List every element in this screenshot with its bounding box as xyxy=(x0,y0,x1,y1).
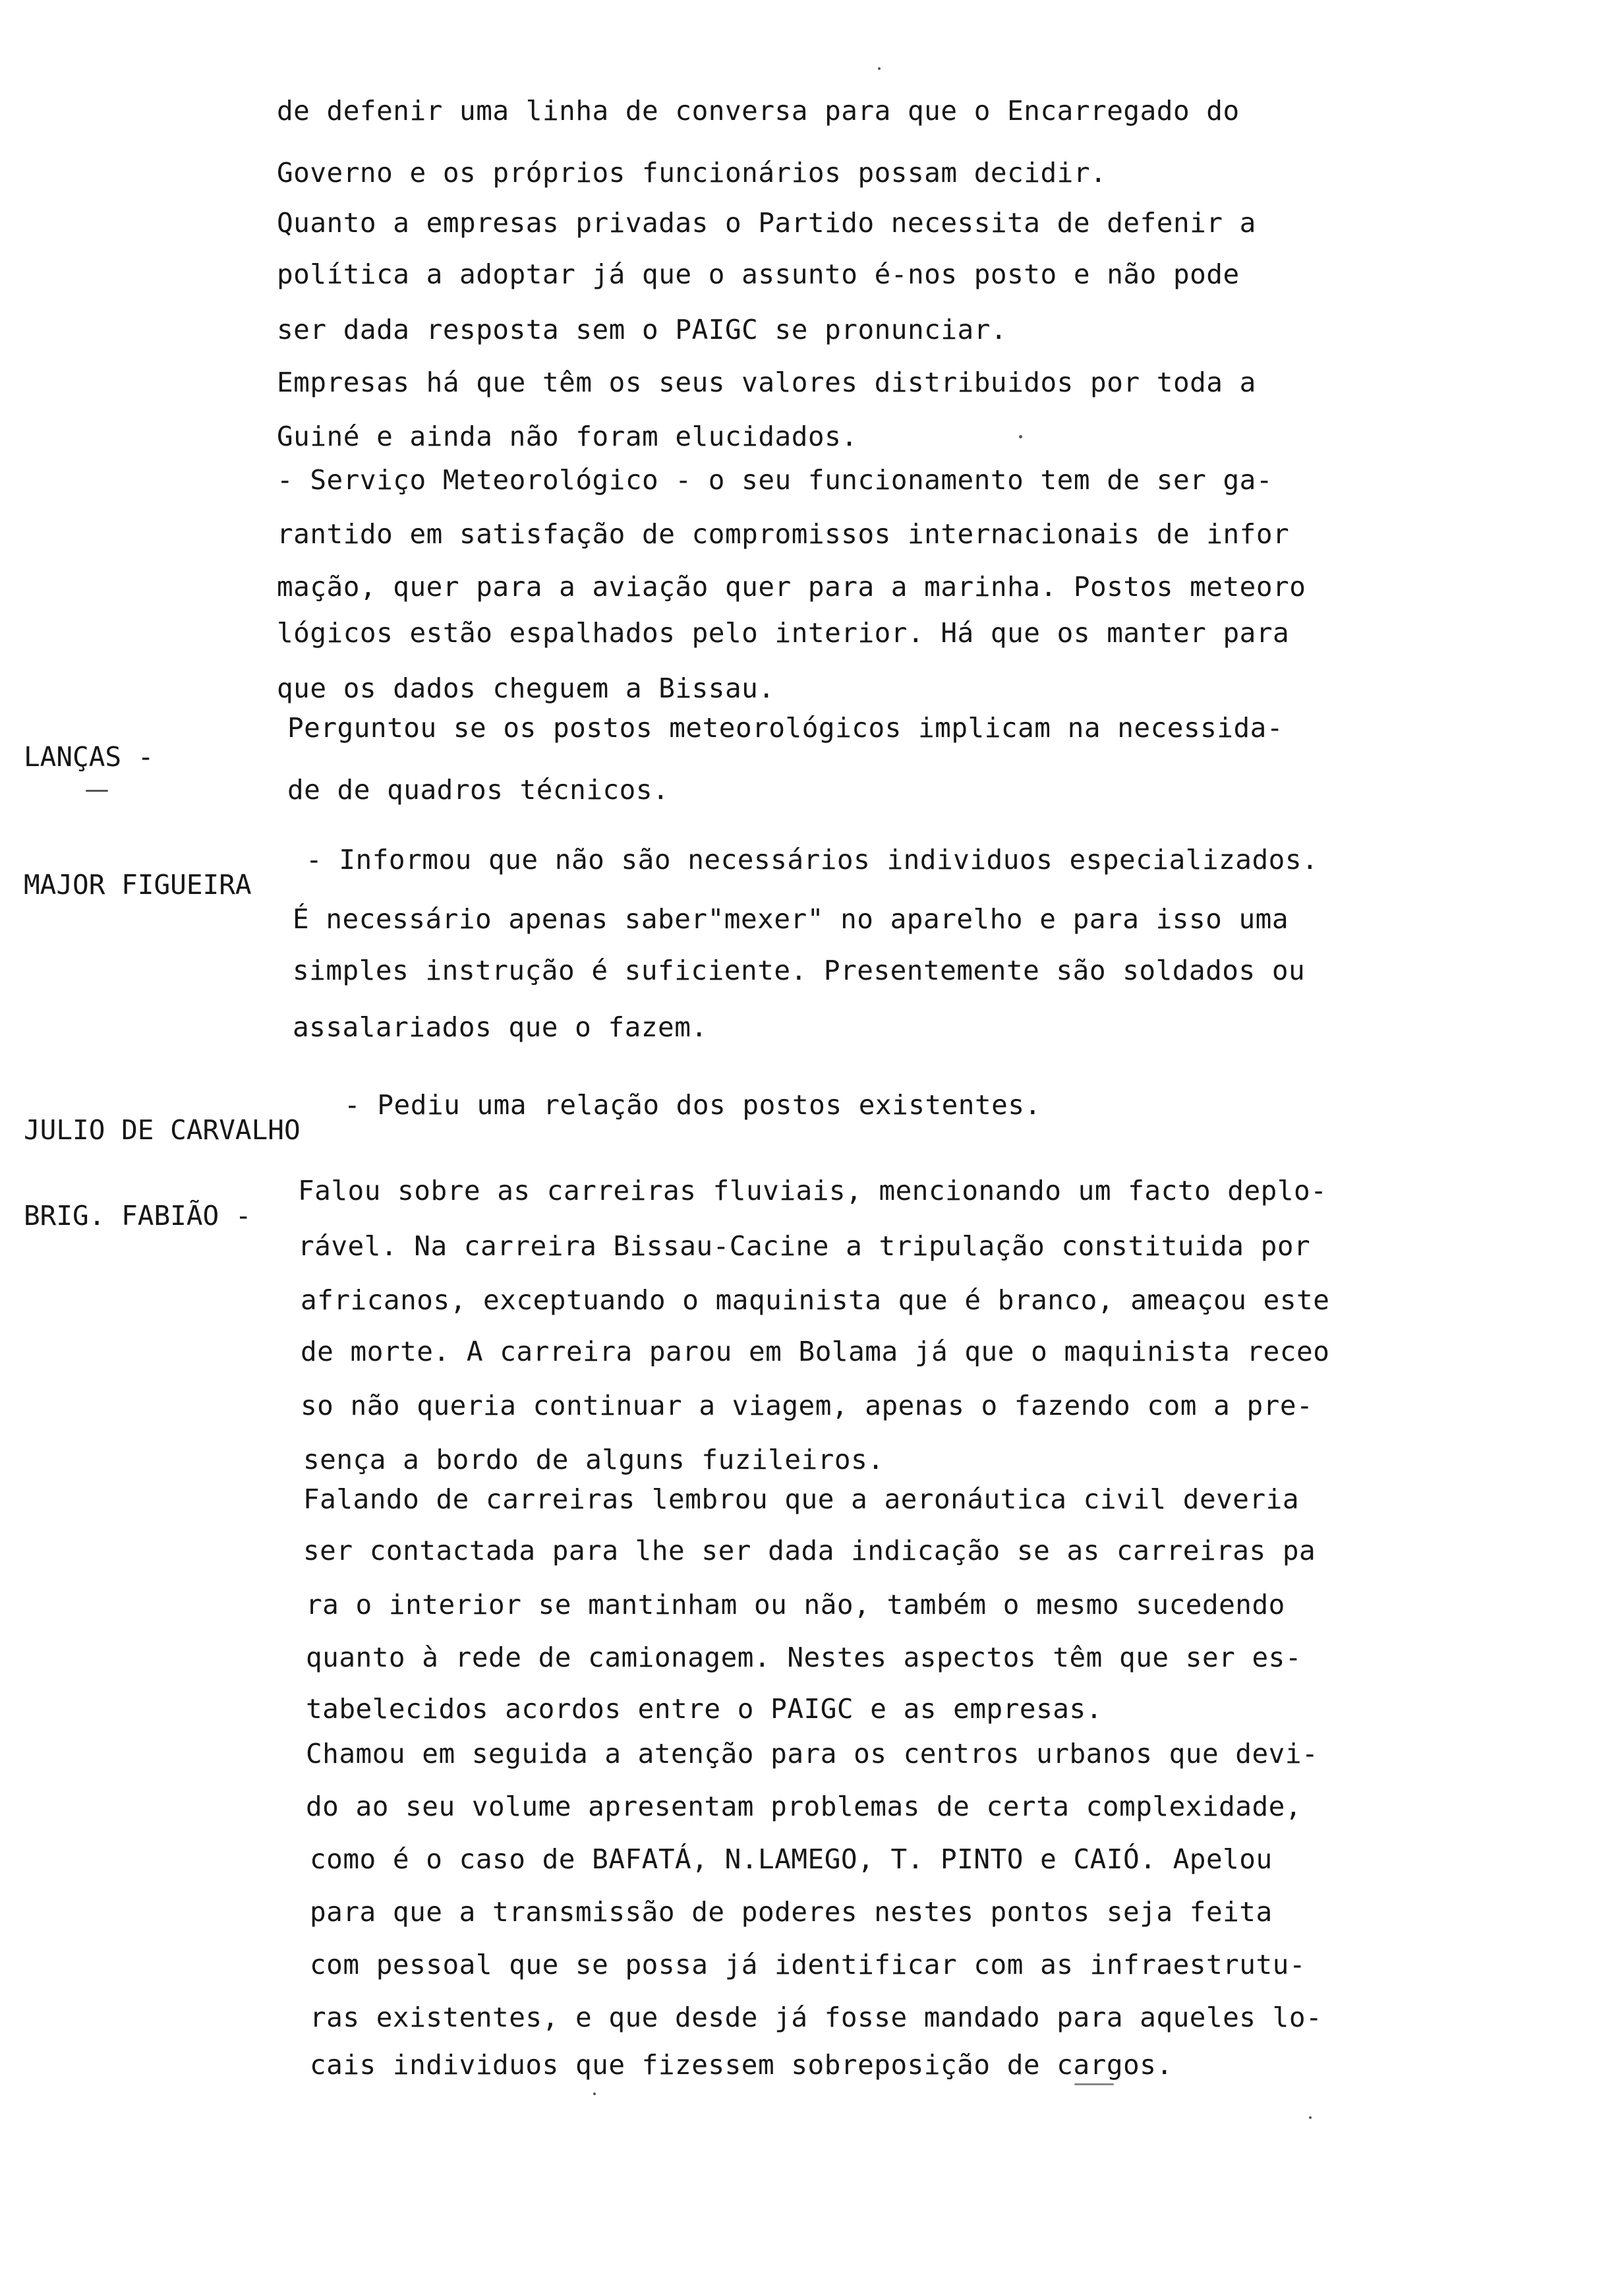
text-line: de morte. A carreira parou em Bolama já que o maquinista receo xyxy=(301,1336,1330,1367)
text-line: ra o interior se mantinham ou não, também o mesmo sucedendo xyxy=(306,1589,1285,1620)
text-line: simples instrução é suficiente. Presentemente são soldados ou xyxy=(293,955,1306,986)
text-line: mação, quer para a aviação quer para a marinha. Postos meteoro xyxy=(277,571,1306,603)
text-line: para que a transmissão de poderes nestes pontos seja feita xyxy=(310,1896,1273,1928)
text-line: ras existentes, e que desde já fosse mandado para aqueles lo- xyxy=(310,2002,1323,2033)
scan-speck xyxy=(1074,2083,1114,2085)
text-line: so não queria continuar a viagem, apenas o fazendo com a pre- xyxy=(301,1390,1314,1421)
text-line: quanto à rede de camionagem. Nestes aspectos têm que ser es- xyxy=(306,1642,1302,1673)
text-line: rantido em satisfação de compromissos internacionais de infor xyxy=(277,518,1290,550)
text-line: de de quadros técnicos. xyxy=(287,774,670,806)
scan-speck xyxy=(878,67,881,70)
text-line: Chamou em seguida a atenção para os centros urbanos que devi- xyxy=(306,1738,1319,1769)
text-line: que os dados cheguem a Bissau. xyxy=(277,672,775,704)
text-line: com pessoal que se possa já identificar com as infraestrutu- xyxy=(310,1949,1306,1980)
entry-first-line: - Informou que não são necessários individuos especializados. xyxy=(306,844,1319,876)
text-line: assalariados que o fazem. xyxy=(293,1011,708,1043)
entry-first-line: Perguntou se os postos meteorológicos implicam na necessida- xyxy=(287,712,1284,744)
text-line: Empresas há que têm os seus valores distribuidos por toda a xyxy=(277,367,1256,398)
text-line: tabelecidos acordos entre o PAIGC e as empresas. xyxy=(306,1693,1103,1725)
text-line: rável. Na carreira Bissau-Cacine a tripulação constituida por xyxy=(298,1230,1311,1262)
text-line: Quanto a empresas privadas o Partido necessita de defenir a xyxy=(277,207,1256,239)
text-line: cais individuos que fizessem sobreposição de cargos. xyxy=(310,2049,1173,2081)
text-line: Falando de carreiras lembrou que a aeronáutica civil deveria xyxy=(303,1483,1300,1515)
text-line: sença a bordo de alguns fuzileiros. xyxy=(303,1444,884,1475)
text-line: de defenir uma linha de conversa para que o Encarregado do xyxy=(277,95,1240,127)
text-line: Guiné e ainda não foram elucidados. xyxy=(277,421,858,452)
text-line: africanos, exceptuando o maquinista que é branco, ameaçou este xyxy=(301,1284,1330,1316)
speaker-name: LANÇAS - xyxy=(24,741,154,773)
text-line: do ao seu volume apresentam problemas de certa complexidade, xyxy=(306,1791,1302,1822)
entry-first-line: Falou sobre as carreiras fluviais, mencionando um facto deplo- xyxy=(298,1175,1327,1206)
speaker-name: MAJOR FIGUEIRA xyxy=(24,869,252,901)
scan-speck xyxy=(593,2093,596,2095)
text-line: como é o caso de BAFATÁ, N.LAMEGO, T. PINTO e CAIÓ. Apelou xyxy=(310,1843,1273,1875)
text-line: ser dada resposta sem o PAIGC se pronunciar. xyxy=(277,314,1008,345)
text-line: lógicos estão espalhados pelo interior. Há que os manter para xyxy=(277,617,1290,649)
entry-first-line: - Pediu uma relação dos postos existentes. xyxy=(344,1089,1041,1121)
text-line: - Serviço Meteorológico - o seu funcionamento tem de ser ga- xyxy=(277,464,1273,496)
text-line: política a adoptar já que o assunto é-nos posto e não pode xyxy=(277,258,1240,290)
text-line: É necessário apenas saber"mexer" no aparelho e para isso uma xyxy=(293,903,1289,935)
scan-speck xyxy=(86,790,108,792)
speaker-name: BRIG. FABIÃO - xyxy=(24,1200,252,1232)
text-line: Governo e os próprios funcionários possam decidir. xyxy=(277,157,1107,189)
speaker-name: JULIO DE CARVALHO xyxy=(24,1114,301,1146)
scan-speck xyxy=(1309,2116,1312,2119)
text-line: ser contactada para lhe ser dada indicação se as carreiras pa xyxy=(303,1535,1316,1566)
scan-speck xyxy=(1019,435,1022,438)
